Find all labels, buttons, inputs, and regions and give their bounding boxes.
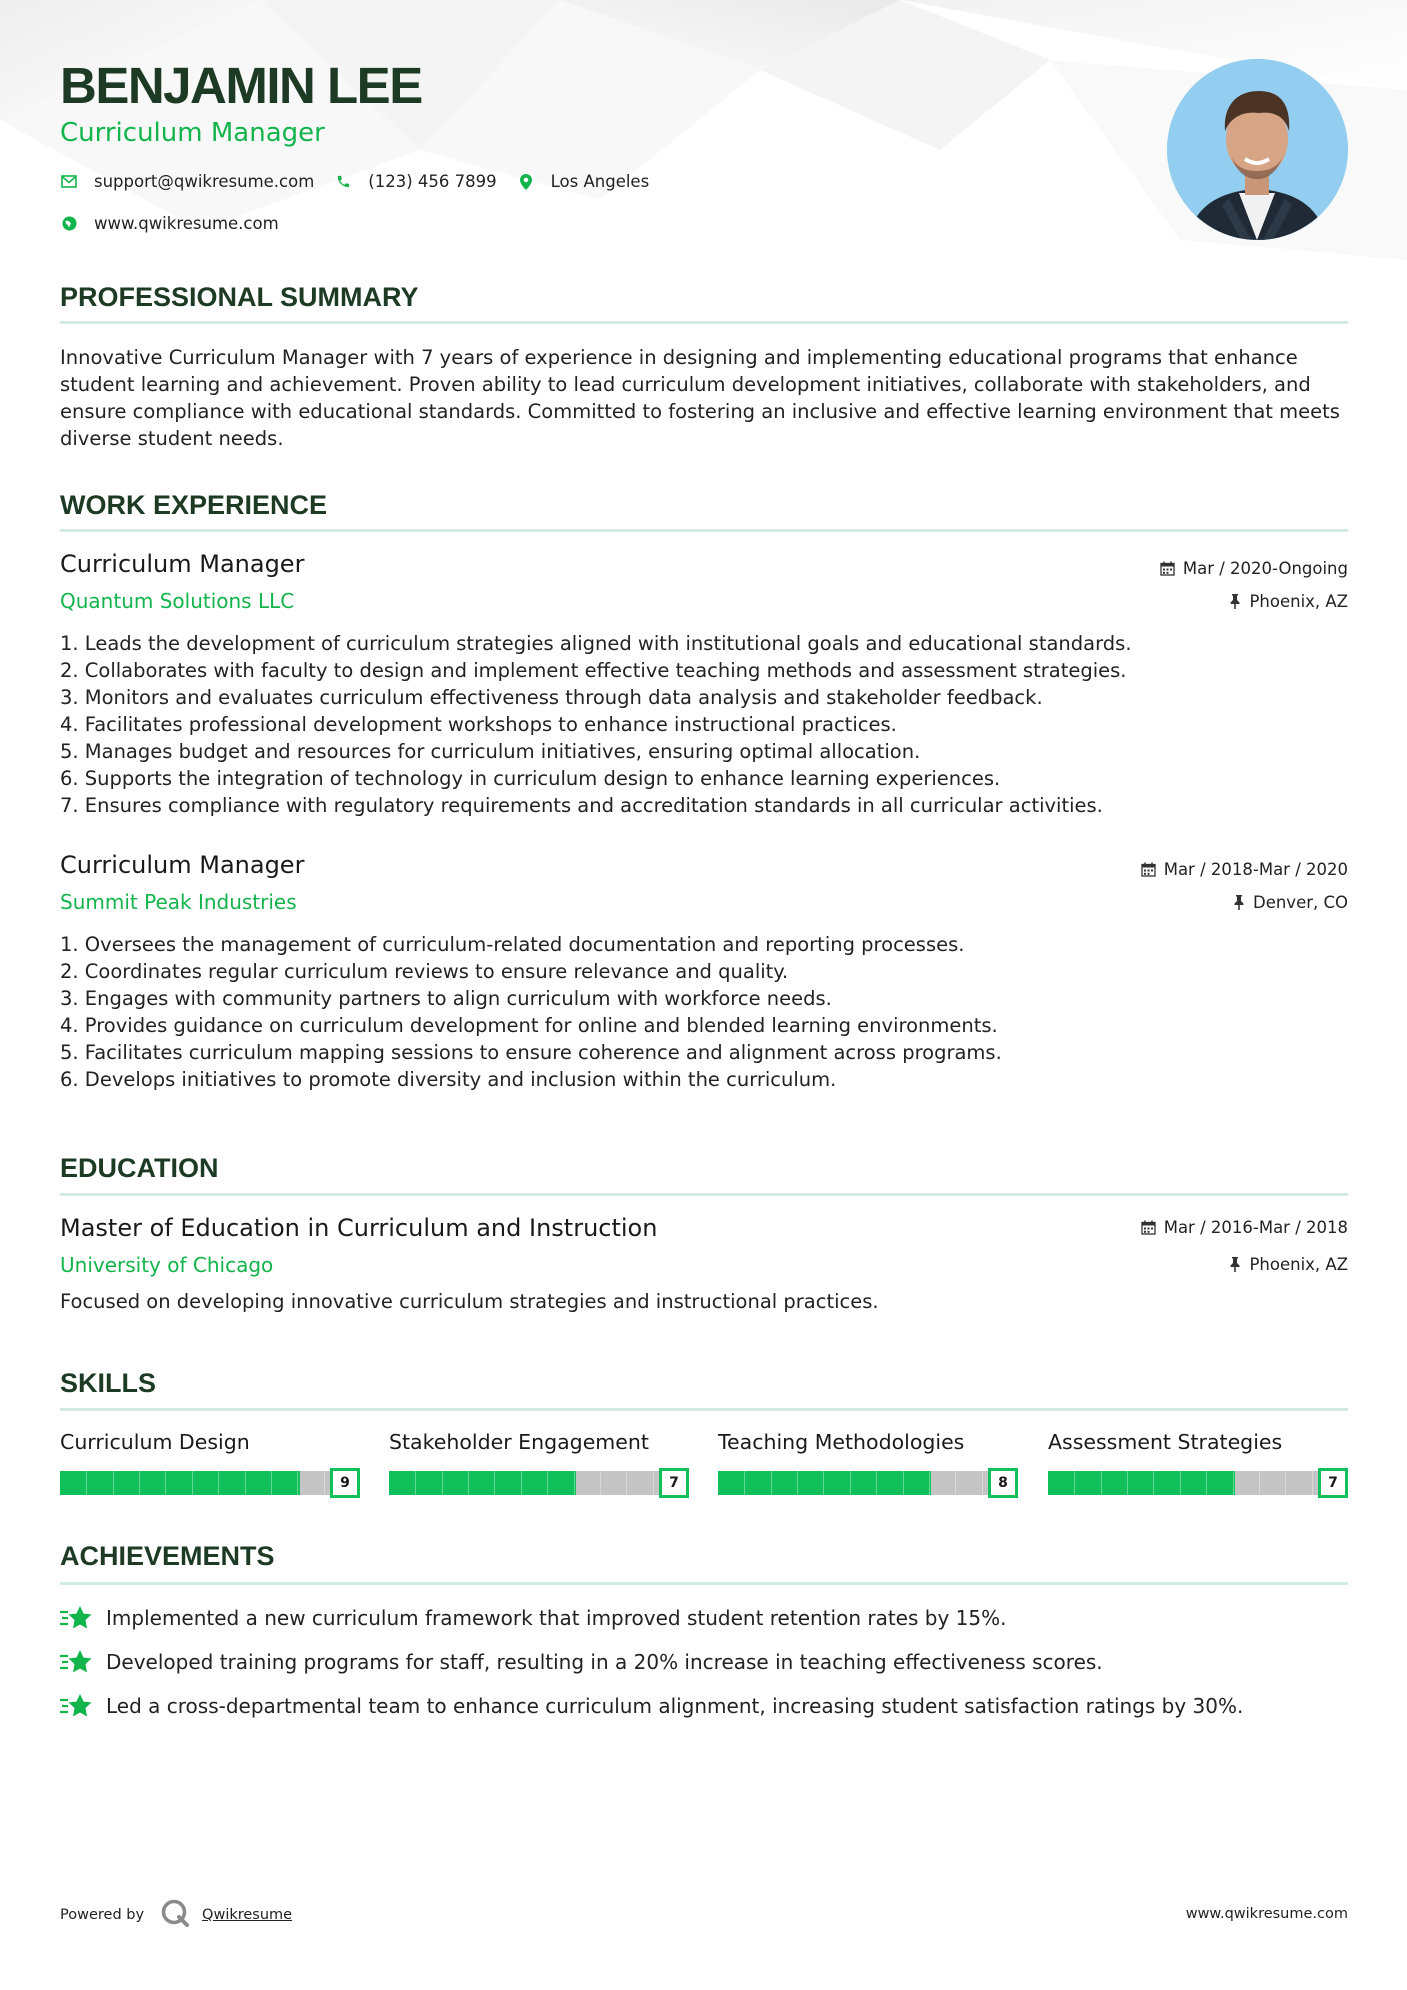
- list-item: 4. Provides guidance on curriculum development for online and blended learning environments.: [60, 1014, 998, 1037]
- skill-bar: [60, 1468, 360, 1498]
- skill-bar-segment: [1127, 1471, 1128, 1495]
- skill-bar-segment: [192, 1471, 193, 1495]
- education-divider: [60, 1193, 1348, 1196]
- skill-bar-segment: [982, 1471, 983, 1495]
- skill-bar-segment: [600, 1471, 601, 1495]
- skill-bar-segment: [797, 1471, 798, 1495]
- skill-bar-segment: [1074, 1471, 1075, 1495]
- list-item: 2. Collaborates with faculty to design and implement effective teaching methods and assessment strategies.: [60, 659, 1127, 682]
- candidate-title: Curriculum Manager: [60, 118, 325, 148]
- job-2-dates-text: Mar / 2018-Mar / 2020: [1163, 860, 1348, 879]
- skill-item: [718, 1430, 1018, 1498]
- job-2-location: [1233, 893, 1348, 912]
- skill-score: 7: [1318, 1468, 1348, 1498]
- skill-bar-segment: [903, 1471, 904, 1495]
- job-1-dates: [1160, 559, 1348, 578]
- skill-bar-segment: [415, 1471, 416, 1495]
- skill-bar-segment: [139, 1471, 140, 1495]
- education-heading: EDUCATION: [60, 1153, 219, 1183]
- skill-bar-segment: [468, 1471, 469, 1495]
- skill-name: Stakeholder Engagement: [389, 1430, 649, 1454]
- achievement-item: [60, 1605, 1006, 1631]
- skill-bar-segment: [929, 1471, 930, 1495]
- qwikresume-link[interactable]: Qwikresume: [202, 1907, 293, 1923]
- education-location-text: Phoenix, AZ: [1249, 1255, 1348, 1274]
- skill-bar-segment: [113, 1471, 114, 1495]
- job-1-location-text: Phoenix, AZ: [1249, 592, 1348, 611]
- list-item: 5. Facilitates curriculum mapping sessions to ensure coherence and alignment across programs.: [60, 1041, 1002, 1064]
- education-degree: Master of Education in Curriculum and Instruction: [60, 1214, 658, 1242]
- calendar-icon: [1160, 561, 1175, 576]
- job-1-bullets: [60, 630, 1350, 819]
- job-1-dates-text: Mar / 2020-Ongoing: [1182, 559, 1348, 578]
- powered-by-label: Powered by: [60, 1907, 145, 1923]
- skill-name: Curriculum Design: [60, 1430, 250, 1454]
- skill-bar-segment: [823, 1471, 824, 1495]
- skill-bar: [718, 1468, 1018, 1498]
- skill-item: [60, 1430, 360, 1498]
- list-item: 3. Engages with community partners to align curriculum with workforce needs.: [60, 987, 832, 1010]
- skill-bar-segment: [86, 1471, 87, 1495]
- achievement-text: Implemented a new curriculum framework that improved student retention rates by 15%.: [106, 1606, 1007, 1630]
- skill-bar-segment: [955, 1471, 956, 1495]
- skill-bar-segment: [1259, 1471, 1260, 1495]
- location-text: Los Angeles: [550, 172, 650, 191]
- skill-bar-segment: [245, 1471, 246, 1495]
- skill-bar-segment: [324, 1471, 325, 1495]
- list-item: 4. Facilitates professional development workshops to enhance instructional practices.: [60, 713, 897, 736]
- pushpin-icon: [1229, 1257, 1241, 1272]
- achievement-text: Developed training programs for staff, resulting in a 20% increase in teaching effectiveness scores.: [106, 1650, 1103, 1674]
- job-2-company: Summit Peak Industries: [60, 890, 297, 914]
- skill-item: [389, 1430, 689, 1498]
- skill-score: 7: [659, 1468, 689, 1498]
- skill-name: Teaching Methodologies: [718, 1430, 965, 1454]
- skill-bar-segment: [653, 1471, 654, 1495]
- job-2-location-text: Denver, CO: [1252, 893, 1348, 912]
- list-item: 1. Leads the development of curriculum strategies aligned with institutional goals and educational standards.: [60, 632, 1132, 655]
- education-dates-text: Mar / 2016-Mar / 2018: [1163, 1218, 1348, 1237]
- education-description: Focused on developing innovative curriculum strategies and instructional practices.: [60, 1290, 879, 1313]
- star-achievement-icon: [60, 1693, 92, 1719]
- skill-score: 8: [988, 1468, 1018, 1498]
- phone-icon: [334, 173, 352, 191]
- list-item: 2. Coordinates regular curriculum reviews to ensure relevance and quality.: [60, 960, 789, 983]
- skill-bar-segment: [1233, 1471, 1234, 1495]
- skill-bar: [1048, 1468, 1348, 1498]
- list-item: 7. Ensures compliance with regulatory requirements and accreditation standards in all curricular activities.: [60, 794, 1103, 817]
- skill-bar-fill: [60, 1471, 300, 1495]
- skill-bar-segment: [626, 1471, 627, 1495]
- job-2-title: Curriculum Manager: [60, 851, 305, 879]
- contact-row-1: [60, 172, 669, 191]
- email-link[interactable]: support@qwikresume.com: [94, 172, 315, 191]
- job-1-title: Curriculum Manager: [60, 550, 305, 578]
- experience-heading: WORK EXPERIENCE: [60, 490, 328, 520]
- achievement-item: [60, 1693, 1243, 1719]
- job-2-bullets: [60, 931, 1350, 1093]
- footer-powered-by: [60, 1898, 292, 1932]
- job-1-company: Quantum Solutions LLC: [60, 589, 295, 613]
- skill-name: Assessment Strategies: [1048, 1430, 1283, 1454]
- skill-score: 9: [330, 1468, 360, 1498]
- star-achievement-icon: [60, 1649, 92, 1675]
- skill-bar-segment: [574, 1471, 575, 1495]
- globe-icon: [60, 215, 78, 233]
- list-item: 1. Oversees the management of curriculum-related documentation and reporting processes.: [60, 933, 965, 956]
- skill-bar-segment: [850, 1471, 851, 1495]
- skill-bar-segment: [165, 1471, 166, 1495]
- footer-url[interactable]: www.qwikresume.com: [1185, 1906, 1348, 1922]
- skills-heading: SKILLS: [60, 1368, 157, 1398]
- skill-bar-segment: [876, 1471, 877, 1495]
- skill-bar-segment: [744, 1471, 745, 1495]
- skill-bar-segment: [1180, 1471, 1181, 1495]
- list-item: 3. Monitors and evaluates curriculum effectiveness through data analysis and stakeholder feedback.: [60, 686, 1043, 709]
- skill-bar-segment: [1153, 1471, 1154, 1495]
- skill-bar-segment: [547, 1471, 548, 1495]
- education-dates: [1141, 1218, 1348, 1237]
- experience-divider: [60, 529, 1348, 532]
- achievement-item: [60, 1649, 1103, 1675]
- skill-bar: [389, 1468, 689, 1498]
- summary-text: Innovative Curriculum Manager with 7 years of experience in designing and implementing educational programs that enhance student learning and achievement. Proven ability to lead curriculum development initiatives, collaborate with stakeholders, and ensure compliance with educational standards. Committed to fostering an inclusive and effective learning environment that meets diverse student needs.: [60, 346, 1340, 450]
- pushpin-icon: [1233, 895, 1245, 910]
- skill-bar-segment: [494, 1471, 495, 1495]
- pushpin-icon: [1229, 594, 1241, 609]
- calendar-icon: [1141, 862, 1156, 877]
- skill-bar-segment: [218, 1471, 219, 1495]
- map-pin-icon: [517, 173, 535, 191]
- achievements-divider: [60, 1582, 1348, 1585]
- list-item: 6. Develops initiatives to promote diversity and inclusion within the curriculum.: [60, 1068, 837, 1091]
- skill-item: [1048, 1430, 1348, 1498]
- list-item: 6. Supports the integration of technology in curriculum design to enhance learning experiences.: [60, 767, 1001, 790]
- job-1-location: [1229, 592, 1348, 611]
- skill-bar-segment: [297, 1471, 298, 1495]
- education-school: University of Chicago: [60, 1253, 274, 1277]
- skill-bar-segment: [271, 1471, 272, 1495]
- skill-bar-segment: [1206, 1471, 1207, 1495]
- contact-row-2: [60, 214, 299, 233]
- summary-heading: PROFESSIONAL SUMMARY: [60, 282, 419, 312]
- calendar-icon: [1141, 1220, 1156, 1235]
- qwikresume-logo-icon: [160, 1898, 190, 1932]
- skills-divider: [60, 1408, 1348, 1411]
- phone-number[interactable]: (123) 456 7899: [368, 172, 497, 191]
- skill-bar-fill: [718, 1471, 931, 1495]
- job-2-dates: [1141, 860, 1348, 879]
- candidate-name: BENJAMIN LEE: [60, 57, 422, 114]
- star-achievement-icon: [60, 1605, 92, 1631]
- list-item: 5. Manages budget and resources for curriculum initiatives, ensuring optimal allocation.: [60, 740, 921, 763]
- skill-bar-segment: [1285, 1471, 1286, 1495]
- envelope-icon: [60, 173, 78, 191]
- achievements-heading: ACHIEVEMENTS: [60, 1541, 275, 1571]
- skill-bar-segment: [442, 1471, 443, 1495]
- skill-bar-segment: [1312, 1471, 1313, 1495]
- summary-divider: [60, 321, 1348, 324]
- skill-bar-segment: [1101, 1471, 1102, 1495]
- profile-photo: [1167, 59, 1348, 240]
- website-link[interactable]: www.qwikresume.com: [94, 214, 279, 233]
- skill-bar-segment: [521, 1471, 522, 1495]
- skill-bar-segment: [771, 1471, 772, 1495]
- education-location: [1229, 1255, 1348, 1274]
- achievement-text: Led a cross-departmental team to enhance curriculum alignment, increasing student satisfaction ratings by 30%.: [106, 1694, 1244, 1718]
